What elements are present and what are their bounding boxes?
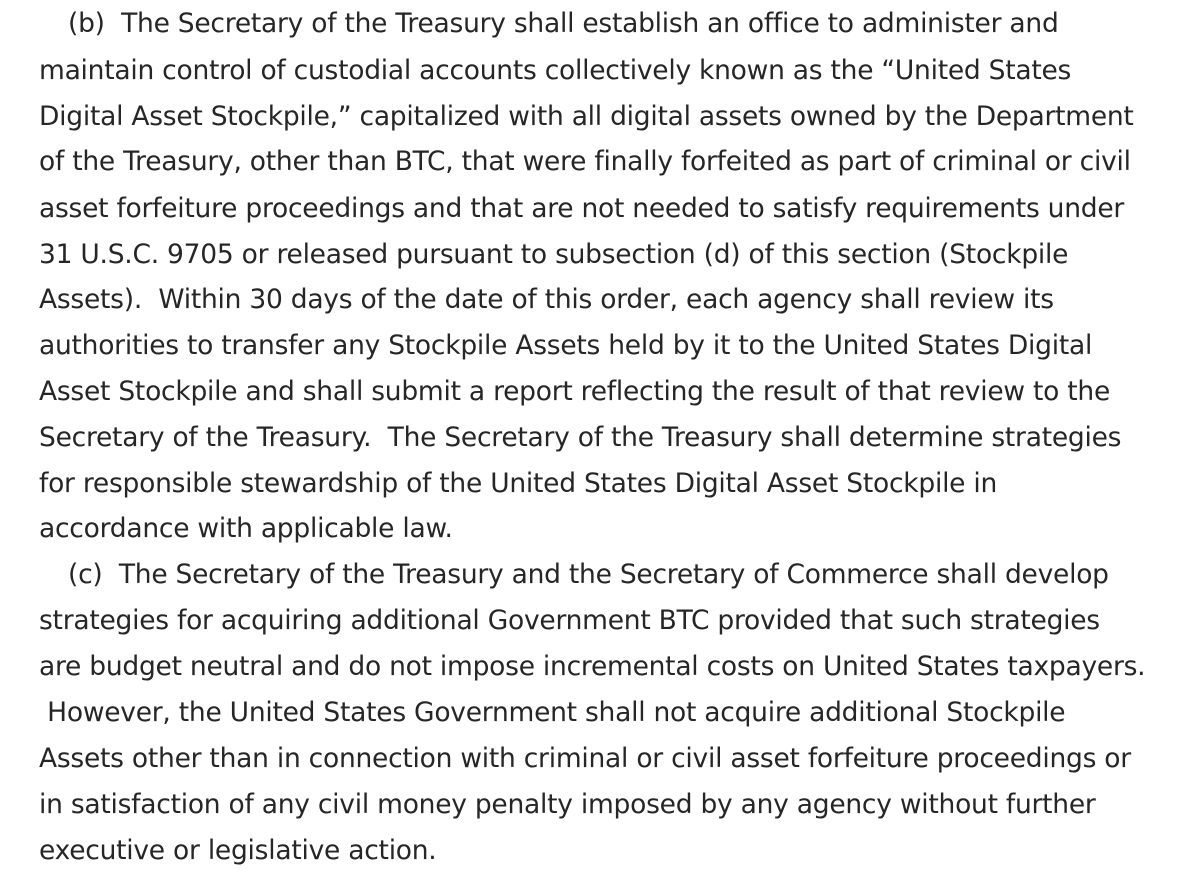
paragraph-line: are budget neutral and do not impose incremental costs on United States taxpayers. [39, 651, 1146, 682]
paragraph-line: Digital Asset Stockpile,” capitalized with all digital assets owned by the Department [39, 101, 1134, 132]
paragraph-line: Asset Stockpile and shall submit a report reflecting the result of that review to the [39, 376, 1110, 407]
paragraph-line: maintain control of custodial accounts collectively known as the “United States [39, 55, 1072, 86]
paragraph-line: asset forfeiture proceedings and that are not needed to satisfy requirements under [39, 193, 1125, 224]
paragraph-line: Assets other than in connection with criminal or civil asset forfeiture proceedings or [39, 743, 1131, 774]
paragraph-line: 31 U.S.C. 9705 or released pursuant to subsection (d) of this section (Stockpile [39, 239, 1069, 270]
paragraph-line: Secretary of the Treasury. The Secretary of the Treasury shall determine strategies [39, 422, 1122, 453]
paragraph-line: authorities to transfer any Stockpile Assets held by it to the United States Digital [39, 330, 1093, 361]
paragraph-line: strategies for acquiring additional Government BTC provided that such strategies [39, 605, 1100, 636]
paragraph-line: (b) The Secretary of the Treasury shall establish an office to administer and [68, 8, 1059, 39]
paragraph-line: Assets). Within 30 days of the date of this order, each agency shall review its [39, 284, 1054, 315]
paragraph-line: of the Treasury, other than BTC, that were finally forfeited as part of criminal or civil [39, 146, 1131, 177]
paragraph-line: in satisfaction of any civil money penalty imposed by any agency without further [39, 789, 1096, 820]
paragraph-line: However, the United States Government shall not acquire additional Stockpile [39, 697, 1066, 728]
paragraph-line: executive or legislative action. [39, 835, 437, 866]
paragraph-line: (c) The Secretary of the Treasury and the Secretary of Commerce shall develop [68, 559, 1109, 590]
paragraph-line: accordance with applicable law. [39, 513, 453, 544]
paragraph-line: for responsible stewardship of the United States Digital Asset Stockpile in [39, 468, 998, 499]
